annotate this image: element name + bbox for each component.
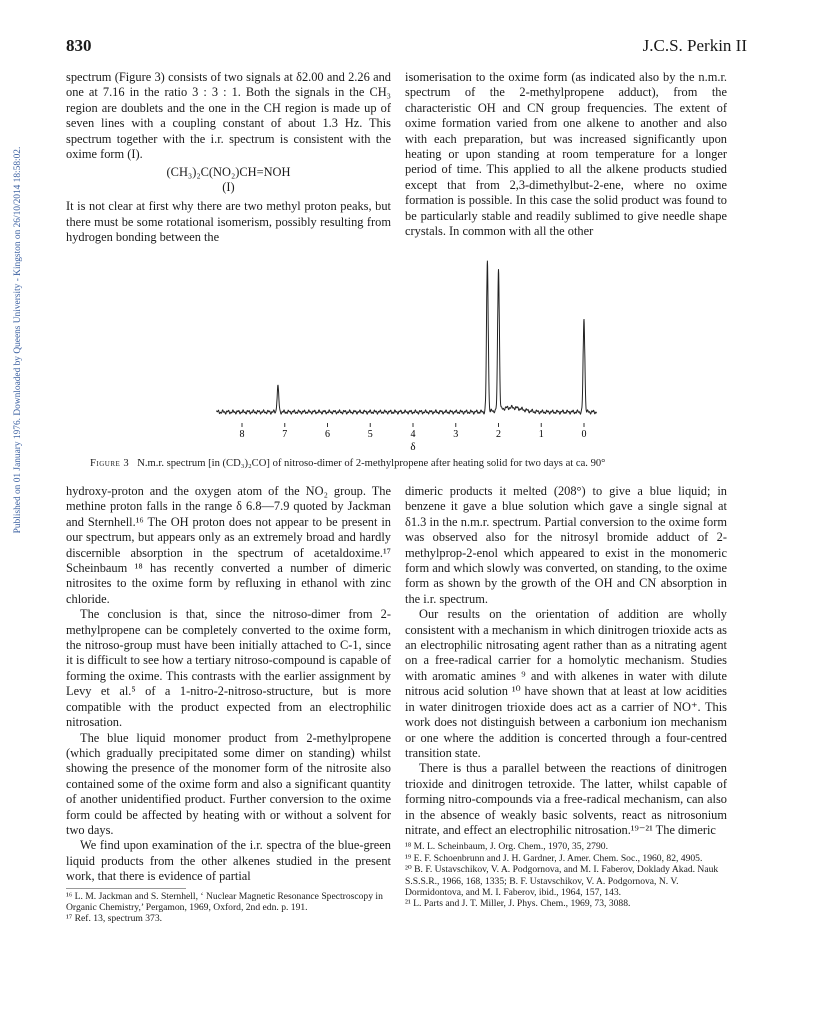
formula-label: (I) bbox=[222, 180, 235, 195]
journal-name: J.C.S. Perkin II bbox=[642, 36, 747, 55]
tick-label: 4 bbox=[410, 429, 416, 440]
bottom-right-column bbox=[405, 484, 727, 910]
figure-caption-text: N.m.r. spectrum [in (CD₃)₂CO] of nitroso-dimer of 2-methylpropene after heating solid for two days at ca. 90° bbox=[137, 458, 606, 469]
paragraph: There is thus a parallel between the reactions of dinitrogen trioxide and dinitrogen tetroxide. The latter, whilst capable of forming nitro-compounds via a free-radical mechanism, can also in the absence of weakly basic solvents, react as nitrosonium nitrate, and effect an electrophilic nitrosation.¹⁹⁻²¹ The dimeric bbox=[405, 761, 727, 837]
tick-label: 8 bbox=[239, 429, 245, 440]
download-note: Published on 01 January 1976. Downloaded by Queens University - Kingston on 26/10/2014 18:58:02. bbox=[13, 146, 23, 534]
nmr-spectrum-figure bbox=[200, 256, 620, 456]
paragraph: hydroxy-proton and the oxygen atom of the NO₂ group. The methine proton falls in the range δ 6.8—7.9 quoted by Jackman and Sternhell.¹⁶ The OH proton does not appear to be present in our spectrum, but appears only as an extremely broad and hardly discernible absorption in the spectrum of acetaldoxime.¹⁷ Scheinbaum ¹⁸ has recently converted a number of dimeric nitrosites to the oxime form by refluxing in ethanol with zinc chloride. bbox=[66, 484, 391, 606]
figure-caption bbox=[90, 458, 750, 469]
footnote: ¹⁷ Ref. 13, spectrum 373. bbox=[66, 913, 163, 925]
paragraph: The blue liquid monomer product from 2-methylpropene (which gradually precipitated some dimer on standing) whilst showing the presence of the monomer form of the nitrosite also contained some of the oxime form and also a significant quantity of another unidentified product. Further conversion to the oxime form could be affected by heating with or without a solvent for two days. bbox=[66, 730, 391, 837]
footnote: ¹⁸ M. L. Scheinbaum, J. Org. Chem., 1970, 35, 2790. bbox=[405, 841, 608, 853]
paragraph: isomerisation to the oxime form (as indicated also by the n.m.r. spectrum of the 2-methylpropene adduct), from the characteristic OH and CN group frequencies. The extent of oxime formation varied from one alkene to another and also with each preparation, but was increased significantly upon heating or upon standing at room temperature for a longer period of time. This applied to all the alkene products studied except that from 2,3-dimethylbut-2-ene, where no oxime formation is possible. In this case the solid product was found to be particularly stable and readily sublimed to give needle shape crystals. In common with all the other bbox=[405, 70, 727, 239]
top-left-column bbox=[66, 70, 391, 246]
formula: (CH₃)₂C(NO₂)CH=NOH bbox=[166, 165, 291, 180]
axis-label: δ bbox=[410, 441, 416, 453]
tick-label: 6 bbox=[325, 429, 330, 440]
tick-label: 5 bbox=[367, 429, 373, 440]
paragraph: The conclusion is that, since the nitroso-dimer from 2-methylpropene can be completely converted to the oxime form, the nitroso-group must have been initially attached to C-1, since it is difficult to see how a tertiary nitroso-compound is capable of forming the oxime. This contrasts with the earlier assignment by Levy et al.⁵ of a 1-nitro-2-nitroso-structure, but is more compatible with the product expected from an electrophilic nitrosation. bbox=[66, 607, 391, 730]
footnote: ²¹ L. Parts and J. T. Miller, J. Phys. Chem., 1969, 73, 3088. bbox=[405, 898, 631, 910]
footnote: ¹⁶ L. M. Jackman and S. Sternhell, ‘ Nuclear Magnetic Resonance Spectroscopy in Organic Chemistry,’ Pergamon, 1969, Oxford, 2nd edn. p. 191. bbox=[66, 890, 383, 913]
download-watermark bbox=[0, 60, 22, 620]
footnote: ¹⁹ E. F. Schoenbrunn and J. H. Gardner, J. Amer. Chem. Soc., 1960, 82, 4905. bbox=[405, 852, 703, 864]
tick-label: 2 bbox=[496, 429, 501, 440]
paragraph: spectrum (Figure 3) consists of two signals at δ2.00 and 2.26 and one at 7.16 in the ratio 3 : 3 : 1. Both the signals in the CH₃ region are doublets and the one in the CH region is made up of seven lines with a coupling constant of about 1.3 Hz. This spectrum together with the i.r. spectrum is consistent with the oxime form (I). bbox=[66, 70, 391, 162]
footnotes bbox=[405, 841, 727, 909]
tick-label: 3 bbox=[453, 429, 459, 440]
footnote-rule bbox=[66, 888, 186, 889]
footnote: ²⁰ B. F. Ustavschikov, V. A. Podgornova, and M. I. Faberov, Doklady Akad. Nauk S.S.S.R., 1966, 168, 1335; B. F. Ustavschikov, V. A. Podgornova, N. V. Dormidontova, and M. I. Faberov, ibid., 1964, 157, 143. bbox=[405, 864, 719, 898]
bottom-left-column bbox=[66, 484, 391, 925]
paragraph: dimeric products it melted (208°) to give a blue liquid; in benzene it gave a blue solution which gave a single signal at δ1.3 in the n.m.r. spectrum. Partial conversion to the oxime form was observed also for the nitrosyl bromide adduct of 2-methylprop-2-enol which appeared to exist in the monomeric form and which slowly was converted, on standing, to the oxime form as shown by the growth of the OH and CN absorption in the i.r. spectrum. bbox=[405, 484, 727, 606]
paragraph: It is not clear at first why there are two methyl proton peaks, but there must be some rotational isomerism, possibly resulting from hydrogen bonding between the bbox=[66, 199, 391, 245]
paragraph: We find upon examination of the i.r. spectra of the blue-green liquid products from the other alkenes studied in the present work, that there is evidence of partial bbox=[66, 838, 391, 884]
tick-label: 1 bbox=[538, 429, 544, 440]
tick-label: 7 bbox=[282, 429, 288, 440]
paragraph: Our results on the orientation of addition are wholly consistent with a mechanism in which dinitrogen trioxide acts as an electrophilic nitrosating agent rather than as a nitrating agent on a free-radical carrier for a homolytic mechanism. Studies with aromatic amines ⁹ and with alkenes in water with dilute nitrous acid solution ¹⁰ have shown that at least at low acidities in water dinitrogen trioxide does act as a carrier of NO⁺. This work does not distinguish between a carbonium ion mechanism or one where the addition is concerted through a four-centred transition state. bbox=[405, 607, 727, 760]
footnotes bbox=[66, 891, 391, 925]
top-right-column bbox=[405, 70, 727, 239]
spectrum-trace bbox=[216, 261, 596, 415]
figure-label: Figure 3 bbox=[90, 458, 130, 469]
page-number: 830 bbox=[66, 36, 92, 55]
tick-label: 0 bbox=[581, 429, 587, 440]
